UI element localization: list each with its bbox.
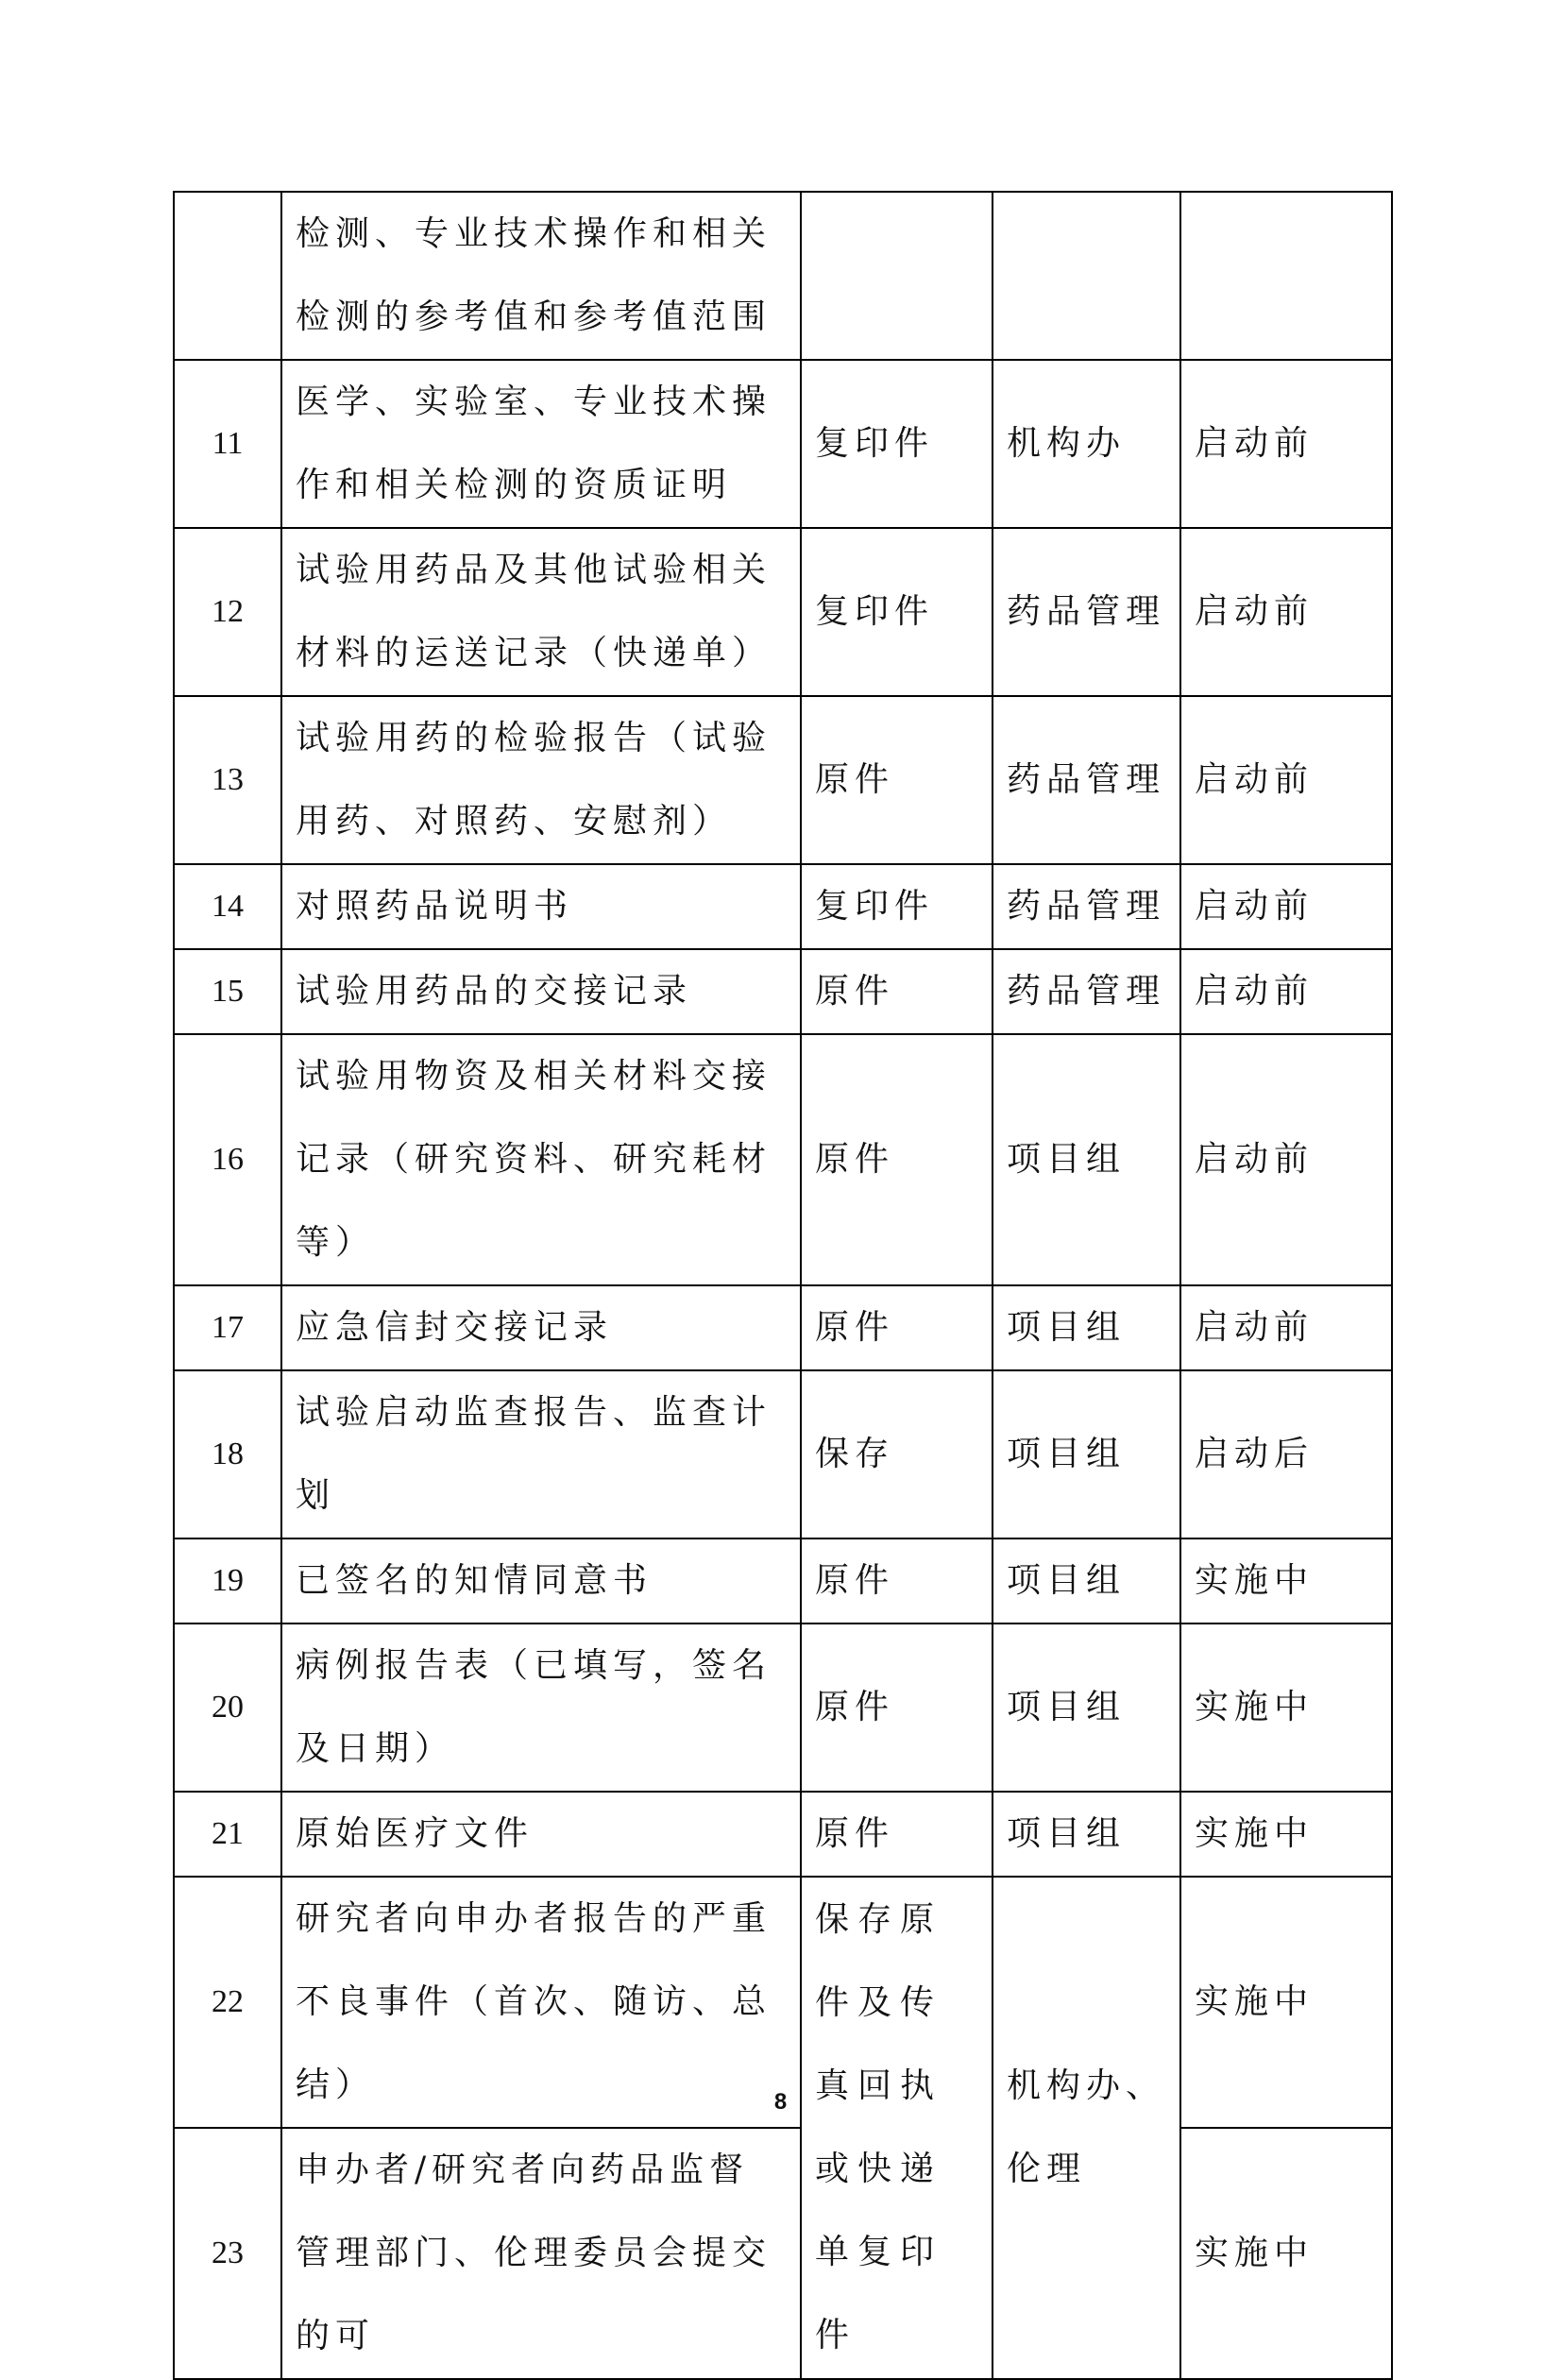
row-number: 12 (174, 528, 281, 696)
stage: 启动前 (1180, 864, 1392, 949)
row-number: 17 (174, 1285, 281, 1370)
responsible-dept: 药品管理 (993, 864, 1180, 949)
responsible-dept: 项目组 (993, 1285, 1180, 1370)
responsible-dept: 项目组 (993, 1624, 1180, 1792)
document-name: 试验用药品及其他试验相关材料的运送记录（快递单） (281, 528, 801, 696)
row-number: 22 (174, 1877, 281, 2128)
document-table (173, 191, 1393, 2380)
stage: 启动前 (1180, 360, 1392, 528)
table-row (174, 528, 1392, 696)
document-type: 原件 (801, 1285, 993, 1370)
table-row (174, 864, 1392, 949)
stage: 启动后 (1180, 1370, 1392, 1538)
document-type: 复印件 (801, 864, 993, 949)
row-number: 20 (174, 1624, 281, 1792)
stage: 实施中 (1180, 1538, 1392, 1624)
stage (1180, 192, 1392, 360)
document-name: 医学、实验室、专业技术操作和相关检测的资质证明 (281, 360, 801, 528)
row-number: 23 (174, 2128, 281, 2379)
table-row (174, 1034, 1392, 1285)
responsible-dept: 药品管理 (993, 696, 1180, 864)
document-name: 试验用物资及相关材料交接记录（研究资料、研究耗材等） (281, 1034, 801, 1285)
row-number: 13 (174, 696, 281, 864)
table-row (174, 1792, 1392, 1877)
document-name: 试验用药的检验报告（试验用药、对照药、安慰剂） (281, 696, 801, 864)
row-number: 16 (174, 1034, 281, 1285)
table-row (174, 1285, 1392, 1370)
stage: 启动前 (1180, 949, 1392, 1034)
document-name: 病例报告表（已填写，签名及日期） (281, 1624, 801, 1792)
document-name: 原始医疗文件 (281, 1792, 801, 1877)
responsible-dept: 药品管理 (993, 528, 1180, 696)
responsible-dept: 药品管理 (993, 949, 1180, 1034)
page-number: 8 (773, 2089, 788, 2115)
row-number: 21 (174, 1792, 281, 1877)
responsible-dept: 机构办 (993, 360, 1180, 528)
stage: 实施中 (1180, 1792, 1392, 1877)
row-number: 15 (174, 949, 281, 1034)
stage: 启动前 (1180, 696, 1392, 864)
row-number: 18 (174, 1370, 281, 1538)
table-row (174, 2128, 1392, 2379)
document-type (801, 192, 993, 360)
stage: 启动前 (1180, 1034, 1392, 1285)
table-row (174, 1538, 1392, 1624)
document-type: 原件 (801, 949, 993, 1034)
document-name: 试验启动监查报告、监查计划 (281, 1370, 801, 1538)
responsible-dept (993, 192, 1180, 360)
row-number: 11 (174, 360, 281, 528)
document-name: 应急信封交接记录 (281, 1285, 801, 1370)
table-row (174, 360, 1392, 528)
responsible-dept: 项目组 (993, 1792, 1180, 1877)
table-row (174, 949, 1392, 1034)
document-type: 原件 (801, 1034, 993, 1285)
table-row (174, 696, 1392, 864)
stage: 启动前 (1180, 1285, 1392, 1370)
row-number: 19 (174, 1538, 281, 1624)
stage: 启动前 (1180, 528, 1392, 696)
document-type: 保存原件及传真回执或快递单复印件 (801, 1877, 993, 2379)
document-type: 原件 (801, 1624, 993, 1792)
document-name: 研究者向申办者报告的严重不良事件（首次、随访、总结） (281, 1877, 801, 2128)
stage: 实施中 (1180, 2128, 1392, 2379)
stage: 实施中 (1180, 1877, 1392, 2128)
responsible-dept: 项目组 (993, 1034, 1180, 1285)
document-name: 对照药品说明书 (281, 864, 801, 949)
responsible-dept: 项目组 (993, 1370, 1180, 1538)
document-name: 申办者/研究者向药品监督管理部门、伦理委员会提交的可 (281, 2128, 801, 2379)
document-type: 保存 (801, 1370, 993, 1538)
responsible-dept: 机构办、伦理 (993, 1877, 1180, 2379)
row-number: 14 (174, 864, 281, 949)
document-type: 复印件 (801, 528, 993, 696)
document-name: 已签名的知情同意书 (281, 1538, 801, 1624)
document-type: 复印件 (801, 360, 993, 528)
row-number (174, 192, 281, 360)
document-type: 原件 (801, 1792, 993, 1877)
document-type: 原件 (801, 696, 993, 864)
table-row (174, 192, 1392, 360)
document-name: 检测、专业技术操作和相关检测的参考值和参考值范围 (281, 192, 801, 360)
document-name: 试验用药品的交接记录 (281, 949, 801, 1034)
document-type: 原件 (801, 1538, 993, 1624)
responsible-dept: 项目组 (993, 1538, 1180, 1624)
table-row (174, 1624, 1392, 1792)
table-row (174, 1370, 1392, 1538)
stage: 实施中 (1180, 1624, 1392, 1792)
